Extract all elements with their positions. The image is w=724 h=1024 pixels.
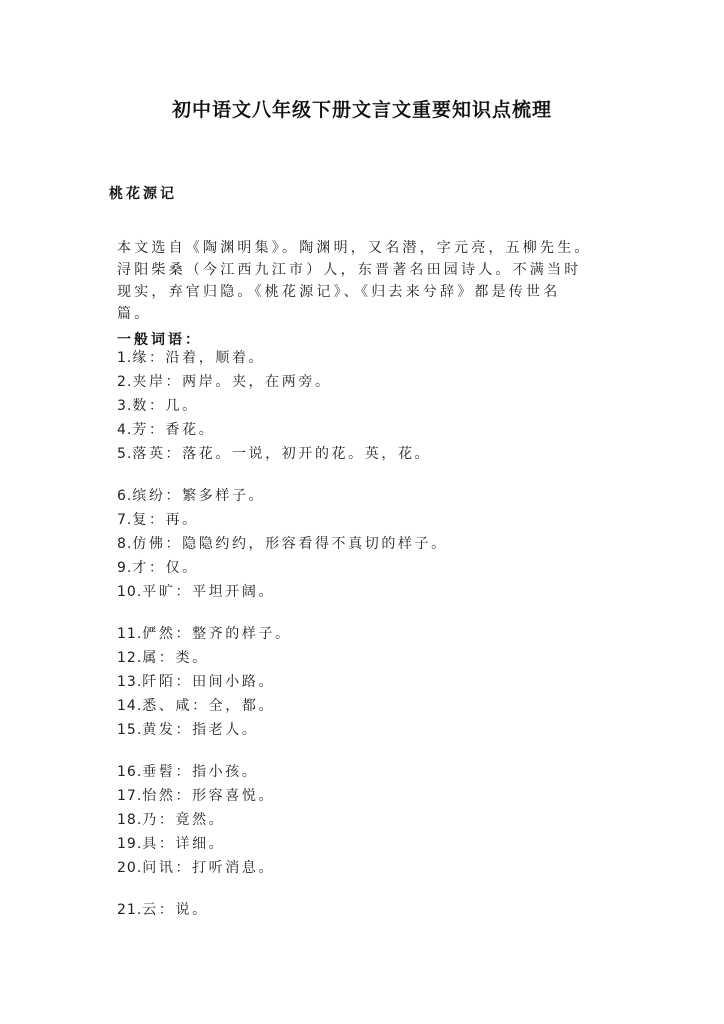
entry-number: 3. xyxy=(117,398,133,414)
entry-text: 复：再。 xyxy=(132,512,199,528)
entry-number: 7. xyxy=(117,512,133,528)
vocab-entry xyxy=(117,786,275,806)
vocab-entry xyxy=(117,372,332,392)
entry-text: 阡陌：田间小路。 xyxy=(142,674,276,690)
entry-text: 乃：竟然。 xyxy=(142,812,226,828)
entry-text: 夹岸：两岸。夹，在两旁。 xyxy=(132,374,332,390)
entry-text: 数：几。 xyxy=(132,398,199,414)
entry-number: 4. xyxy=(117,422,133,438)
entry-text: 具：详细。 xyxy=(142,836,226,852)
entry-text: 属：类。 xyxy=(142,650,209,666)
entry-text: 缘：沿着，顺着。 xyxy=(132,350,266,366)
vocab-entry xyxy=(117,510,199,530)
vocab-entry xyxy=(117,648,209,668)
entry-text: 平旷：平坦开阔。 xyxy=(142,584,276,600)
entry-number: 9. xyxy=(117,560,133,576)
entry-number: 13. xyxy=(117,674,143,690)
entry-text: 缤纷：繁多样子。 xyxy=(132,488,266,504)
vocab-entry xyxy=(117,762,258,782)
vocab-entry xyxy=(117,624,292,644)
entry-text: 才：仅。 xyxy=(132,560,199,576)
vocab-entry xyxy=(117,900,209,920)
entry-text: 怡然：形容喜悦。 xyxy=(142,788,276,804)
entry-text: 垂髫：指小孩。 xyxy=(142,764,259,780)
section-title: 桃花源记 xyxy=(109,186,177,202)
vocab-entry xyxy=(117,486,265,506)
vocab-entry xyxy=(117,720,258,740)
entry-text: 问讯：打听消息。 xyxy=(142,860,276,876)
entry-number: 15. xyxy=(117,722,143,738)
entry-number: 8. xyxy=(117,536,133,552)
intro-line: 篇。 xyxy=(117,306,152,322)
entry-number: 17. xyxy=(117,788,143,804)
intro-paragraph xyxy=(117,237,617,325)
entry-text: 俨然：整齐的样子。 xyxy=(142,626,292,642)
vocab-entry xyxy=(117,348,265,368)
vocab-entry xyxy=(117,858,275,878)
vocab-entry xyxy=(117,444,431,464)
entry-number: 19. xyxy=(117,836,143,852)
entry-number: 14. xyxy=(117,698,143,714)
vocab-entry xyxy=(117,672,275,692)
entry-text: 黄发：指老人。 xyxy=(142,722,259,738)
vocab-entry xyxy=(117,396,199,416)
document-title: 初中语文八年级下册文言文重要知识点梳理 xyxy=(171,99,552,121)
entry-number: 2. xyxy=(117,374,133,390)
entry-text: 云：说。 xyxy=(142,902,209,918)
vocab-entry xyxy=(117,582,275,602)
entry-text: 仿佛：隐隐约约，形容看得不真切的样子。 xyxy=(132,536,448,552)
vocab-entry xyxy=(117,696,275,716)
entry-number: 20. xyxy=(117,860,143,876)
entry-number: 18. xyxy=(117,812,143,828)
vocab-entry xyxy=(117,810,225,830)
intro-line: 浔阳柴桑（今江西九江市）人，东晋著名田园诗人。不满当时 xyxy=(117,262,582,278)
vocab-entry xyxy=(117,834,225,854)
entry-number: 21. xyxy=(117,902,143,918)
vocab-entry xyxy=(117,558,199,578)
entry-number: 5. xyxy=(117,446,133,462)
vocab-entry xyxy=(117,534,448,554)
entry-number: 1. xyxy=(117,350,133,366)
intro-line: 本文选自《陶渊明集》。陶渊明，又名潜，字元亮，五柳先生。 xyxy=(117,240,592,256)
intro-line: 现实，弃官归隐。《桃花源记》、《归去来兮辞》都是传世名 xyxy=(117,284,561,300)
entry-number: 11. xyxy=(117,626,143,642)
entry-number: 16. xyxy=(117,764,143,780)
entry-text: 落英：落花。一说，初开的花。英，花。 xyxy=(132,446,432,462)
entry-number: 12. xyxy=(117,650,143,666)
vocab-heading: 一般词语： xyxy=(117,332,202,348)
entry-text: 悉、咸：全，都。 xyxy=(142,698,276,714)
entry-number: 10. xyxy=(117,584,143,600)
entry-text: 芳：香花。 xyxy=(132,422,216,438)
vocab-entry xyxy=(117,420,215,440)
entry-number: 6. xyxy=(117,488,133,504)
